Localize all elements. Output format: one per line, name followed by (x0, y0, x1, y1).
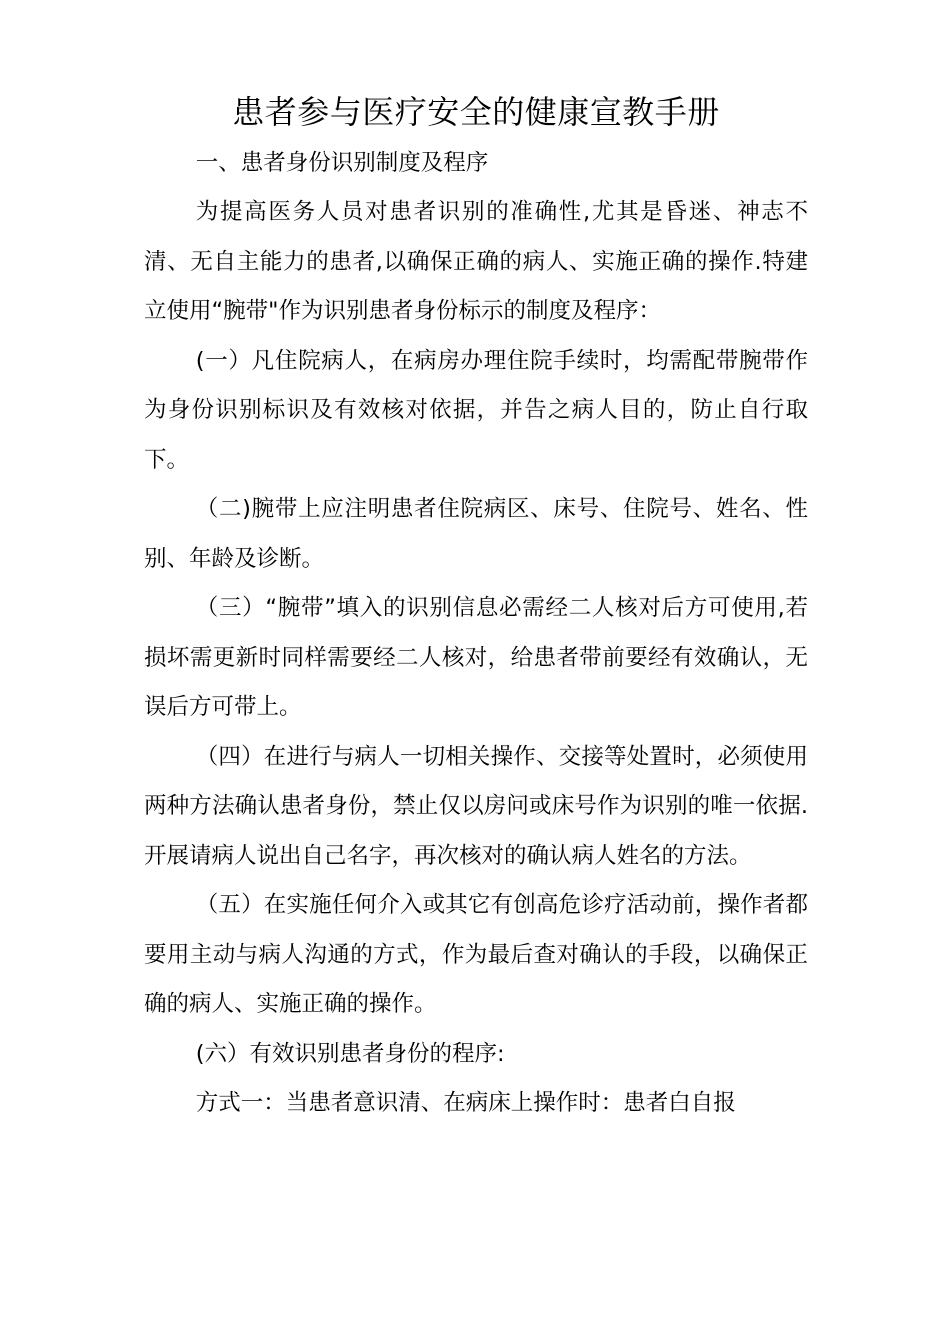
paragraph-intro: 为提高医务人员对患者识别的准确性,尤其是昏迷、神志不清、无自主能力的患者,以确保正确的病人、实施正确的操作.特建立使用“腕带"作为识别患者身份标示的制度及程序： (144, 199, 808, 324)
paragraph-item-3: （三）“腕带”填入的识别信息必需经二人核对后方可使用,若损坏需更新时同样需要经二人核对，给患者带前要经有效确认，无误后方可带上。 (144, 595, 808, 720)
paragraph-item-1: (一）凡住院病人，在病房办理住院手续时，均需配带腕带作为身份识别标识及有效核对依据，并告之病人目的，防止自行取下。 (144, 347, 808, 473)
paragraph-method-1: 方式一：当患者意识清、在病床上操作时：患者白自报 (195, 1090, 736, 1116)
paragraph-item-2: （二)腕带上应注明患者住院病区、床号、住院号、姓名、性别、年龄及诊断。 (144, 496, 808, 572)
document-page (144, 88, 808, 1129)
section-heading: 一、患者身份识别制度及程序 (195, 150, 489, 176)
document-title: 患者参与医疗安全的健康宣教手册 (232, 93, 720, 131)
paragraph-item-5: （五）在实施任何介入或其它有创高危诊疗活动前，操作者都要用主动与病人沟通的方式，作为最后查对确认的手段，以确保正确的病人、实施正确的操作。 (144, 892, 808, 1017)
paragraph-item-4: （四）在进行与病人一切相关操作、交接等处置时，必须使用两种方法确认患者身份，禁止仅以房问或床号作为识别的唯一依据.开展请病人说出自己名字，再次核对的确认病人姓名的方法。 (144, 743, 808, 869)
paragraph-item-6: (六）有效识别患者身份的程序: (195, 1040, 505, 1067)
